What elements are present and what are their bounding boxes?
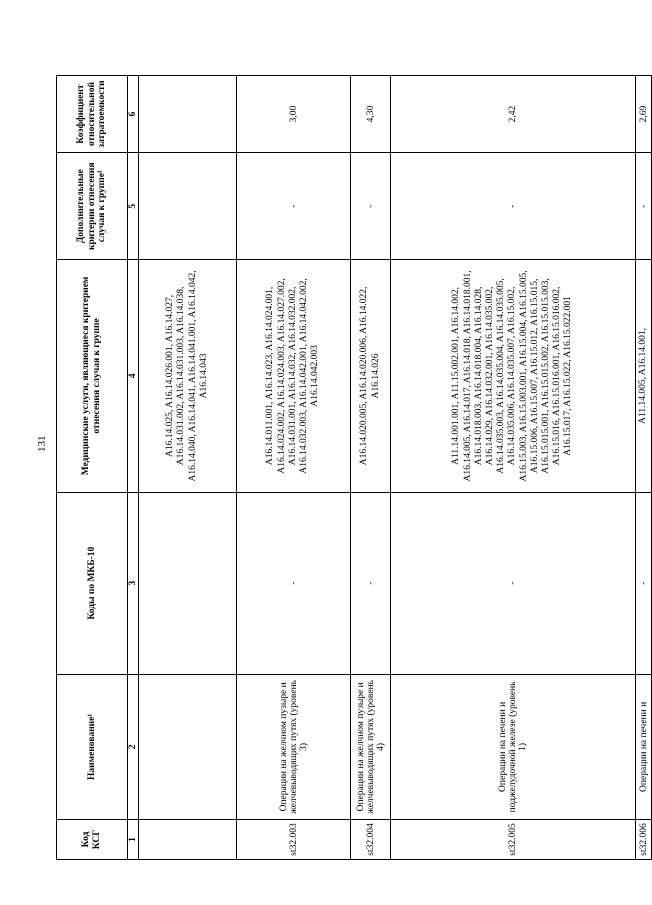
medical-services: A16.14.011.001, A16.14.023, A16.14.024.001, A16.14.024.002, A16.14.024.003, A16.14.027.002, A16.14.031.001, A16.14.032, A16.14.032.002, A16.14.032.003, A16.14.042.001, A16.14.042.002, A16.14.042.003 (237, 260, 351, 492)
header-services: Медицинские услуги, являющиеся критерием отнесения случая к группе (57, 260, 128, 492)
ksg-name (139, 674, 237, 819)
ksg-code: st32.006 (636, 819, 652, 859)
mkb-codes: - (237, 492, 351, 674)
ksg-name: Операции на печени и (636, 674, 652, 819)
col-number: 5 (128, 153, 139, 260)
header-coef: Коэффициент относительной затратоемкости (57, 76, 128, 153)
ksg-code: st32.005 (391, 819, 636, 859)
cost-coefficient (139, 76, 237, 153)
col-number: 2 (128, 674, 139, 819)
ksg-table (56, 75, 652, 860)
page-number: 131 (36, 435, 48, 452)
medical-services: A16.14.020.005, A16.14.020.006, A16.14.022, A16.14.026 (351, 260, 391, 492)
header-name: Наименование¹ (57, 674, 128, 819)
extra-criteria (139, 153, 237, 260)
header-mkb: Коды по МКБ-10 (57, 492, 128, 674)
cost-coefficient: 4,30 (351, 76, 391, 153)
mkb-codes: - (351, 492, 391, 674)
col-number: 3 (128, 492, 139, 674)
column-number-row (128, 76, 139, 860)
col-number: 1 (128, 819, 139, 859)
col-number: 6 (128, 76, 139, 153)
ksg-name: Операции на печени и поджелудочной железе (уровень 1) (391, 674, 636, 819)
medical-services: A16.14.025, A16.14.026.001, A16.14.027, A16.14.031.002, A16.14.031.003, A16.14.038, A16.14.040, A16.14.041, A16.14.041.001, A16.14.042, A16.14.043 (139, 260, 237, 492)
mkb-codes: - (391, 492, 636, 674)
ksg-code (139, 819, 237, 859)
table-row (351, 76, 391, 860)
extra-criteria: - (391, 153, 636, 260)
table-row (636, 76, 652, 860)
ksg-name: Операции на желчном пузыре и желчевыводящих путях (уровень 4) (351, 674, 391, 819)
medical-services: A11.14.001.001, A11.15.002.001, A16.14.002, A16.14.005, A16.14.017, A16.14.018, A16.14.018.001, A16.14.018.003, A16.14.018.004, A16.14.028, A16.14.029, A16.14.032.001, A16.14.035.002, A16.14.035.003, A16.14.035.004, A16.14.035.005, A16.14.035.006, A16.14.035.007, A16.15.002, A16.15.003, A16.15.003.001, A16.15.004, A16.15.005, A16.15.006, A16.15.007, A16.15.012, A16.15.015, A16.15.015.001, A16.15.015.002, A16.15.015.003, A16.15.016, A16.15.016.001, A16.15.016.002, A16.15.017, A16.15.022, A16.15.022.001 (391, 260, 636, 492)
ksg-code: st32.003 (237, 819, 351, 859)
mkb-codes (139, 492, 237, 674)
header-code: Код КСГ (57, 819, 128, 859)
mkb-codes: - (636, 492, 652, 674)
col-number: 4 (128, 260, 139, 492)
extra-criteria: - (237, 153, 351, 260)
extra-criteria: - (636, 153, 652, 260)
rotated-table-wrapper (56, 75, 649, 860)
header-row (57, 76, 128, 860)
ksg-name: Операции на желчном пузыре и желчевыводящих путях (уровень 3) (237, 674, 351, 819)
cost-coefficient: 2,69 (636, 76, 652, 153)
extra-criteria: - (351, 153, 391, 260)
table-row (139, 76, 237, 860)
medical-services: A11.14.005, A16.14.001, (636, 260, 652, 492)
cost-coefficient: 2,42 (391, 76, 636, 153)
cost-coefficient: 3,00 (237, 76, 351, 153)
table-row (391, 76, 636, 860)
header-extra: Дополнительные критерии отнесения случая к группе¹ (57, 153, 128, 260)
table-row (237, 76, 351, 860)
ksg-code: st32.004 (351, 819, 391, 859)
